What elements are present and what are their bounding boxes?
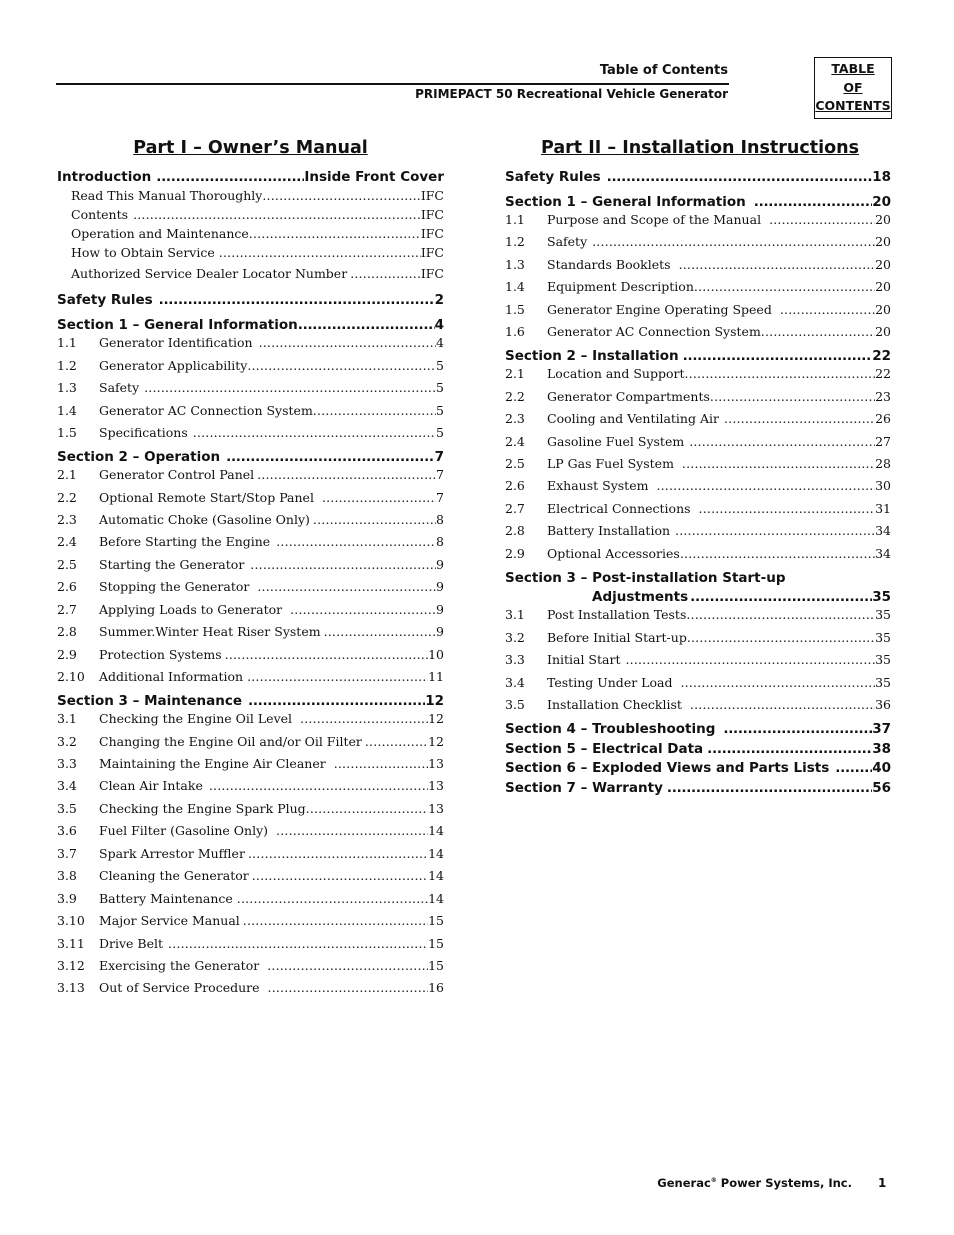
- entry-page: Inside Front Cover: [304, 169, 444, 185]
- toc-entry[interactable]: 1.2 Safety ..... 20: [505, 234, 891, 249]
- toc-section-heading[interactable]: Section 1 – General Information ..... 20: [505, 194, 891, 210]
- toc-entry[interactable]: How to Obtain Service ..... IFC: [71, 245, 444, 260]
- footer-company: Generac® Power Systems, Inc.: [657, 1176, 852, 1190]
- toc-entry[interactable]: 3.6 Fuel Filter (Gasoline Only) ..... 14: [57, 823, 444, 838]
- table-of-contents-tab: [814, 57, 892, 119]
- header-rule: [56, 83, 729, 85]
- toc-section-heading[interactable]: Section 5 – Electrical Data ..... 38: [505, 741, 891, 757]
- toc-entry[interactable]: 3.11 Drive Belt ..... 15: [57, 936, 444, 951]
- toc-entry[interactable]: 1.6 Generator AC Connection System ..... 20: [505, 324, 891, 339]
- toc-entry-safety-rules[interactable]: Safety Rules ..... 2: [57, 292, 444, 308]
- toc-entry[interactable]: 3.4 Testing Under Load ..... 35: [505, 675, 891, 690]
- toc-entry[interactable]: 2.8 Summer.Winter Heat Riser System ..... 9: [57, 624, 444, 639]
- toc-entry[interactable]: 2.10 Additional Information ..... 11: [57, 669, 444, 684]
- toc-section-heading-continued[interactable]: Adjustments ..... 35: [505, 589, 891, 605]
- toc-entry[interactable]: 2.8 Battery Installation ..... 34: [505, 523, 891, 538]
- toc-entry[interactable]: 3.10 Major Service Manual ..... 15: [57, 913, 444, 928]
- toc-entry[interactable]: Operation and Maintenance ..... IFC: [71, 226, 444, 241]
- toc-entry[interactable]: 3.9 Battery Maintenance ..... 14: [57, 891, 444, 906]
- toc-entry[interactable]: 3.13 Out of Service Procedure ..... 16: [57, 980, 444, 995]
- toc-entry[interactable]: 1.4 Equipment Description ..... 20: [505, 279, 891, 294]
- toc-entry[interactable]: 2.4 Before Starting the Engine ..... 8: [57, 534, 444, 549]
- toc-entry[interactable]: Authorized Service Dealer Locator Number ..... IFC: [71, 266, 444, 281]
- toc-entry[interactable]: 3.1 Post Installation Tests ..... 35: [505, 607, 891, 622]
- toc-entry[interactable]: 1.1 Generator Identification ..... 4: [57, 335, 444, 350]
- toc-entry-safety-rules[interactable]: Safety Rules ..... 18: [505, 169, 891, 185]
- toc-entry[interactable]: 3.2 Changing the Engine Oil and/or Oil Filter ..... 12: [57, 734, 444, 749]
- toc-entry[interactable]: 1.5 Generator Engine Operating Speed ..... 20: [505, 302, 891, 317]
- toc-entry[interactable]: 2.1 Location and Support ..... 22: [505, 366, 891, 381]
- toc-entry[interactable]: 1.4 Generator AC Connection System ..... 5: [57, 403, 444, 418]
- toc-entry-introduction[interactable]: [57, 169, 444, 185]
- page-number: 1: [878, 1176, 887, 1190]
- part1-title: Part I – Owner’s Manual: [133, 138, 368, 158]
- toc-entry[interactable]: 2.9 Protection Systems ..... 10: [57, 647, 444, 662]
- toc-entry[interactable]: 2.2 Generator Compartments ..... 23: [505, 389, 891, 404]
- toc-entry[interactable]: 2.1 Generator Control Panel ..... 7: [57, 467, 444, 482]
- toc-entry[interactable]: 3.8 Cleaning the Generator ..... 14: [57, 868, 444, 883]
- toc-entry[interactable]: 2.3 Automatic Choke (Gasoline Only) ..... 8: [57, 512, 444, 527]
- tab-line-1: TABLE: [831, 61, 875, 77]
- toc-entry[interactable]: 2.6 Stopping the Generator ..... 9: [57, 579, 444, 594]
- toc-section-heading[interactable]: Section 6 – Exploded Views and Parts Lists ..... 40: [505, 760, 891, 776]
- toc-entry[interactable]: 3.12 Exercising the Generator ..... 15: [57, 958, 444, 973]
- toc-entry[interactable]: 2.5 Starting the Generator ..... 9: [57, 557, 444, 572]
- toc-entry[interactable]: Contents ..... IFC: [71, 207, 444, 222]
- toc-entry[interactable]: 1.3 Safety ..... 5: [57, 380, 444, 395]
- toc-entry[interactable]: 2.5 LP Gas Fuel System ..... 28: [505, 456, 891, 471]
- toc-entry[interactable]: 3.7 Spark Arrestor Muffler ..... 14: [57, 846, 444, 861]
- registered-mark: ®: [710, 1177, 717, 1184]
- toc-entry[interactable]: Read This Manual Thoroughly ..... IFC: [71, 188, 444, 203]
- toc-entry[interactable]: 2.4 Gasoline Fuel System ..... 27: [505, 434, 891, 449]
- toc-entry[interactable]: 2.6 Exhaust System ..... 30: [505, 478, 891, 493]
- toc-section-heading[interactable]: Section 2 – Operation ..... 7: [57, 449, 444, 465]
- toc-entry[interactable]: 3.1 Checking the Engine Oil Level ..... 12: [57, 711, 444, 726]
- toc-entry[interactable]: 1.3 Standards Booklets ..... 20: [505, 257, 891, 272]
- toc-entry[interactable]: 1.2 Generator Applicability ..... 5: [57, 358, 444, 373]
- toc-entry[interactable]: 2.3 Cooling and Ventilating Air ..... 26: [505, 411, 891, 426]
- toc-entry[interactable]: 3.3 Maintaining the Engine Air Cleaner ..... 13: [57, 756, 444, 771]
- toc-entry[interactable]: 1.1 Purpose and Scope of the Manual ..... 20: [505, 212, 891, 227]
- toc-section-heading[interactable]: Section 1 – General Information ..... 4: [57, 317, 444, 333]
- toc-entry[interactable]: 3.5 Installation Checklist ..... 36: [505, 697, 891, 712]
- toc-entry[interactable]: 3.3 Initial Start ..... 35: [505, 652, 891, 667]
- toc-section-heading[interactable]: Section 4 – Troubleshooting ..... 37: [505, 721, 891, 737]
- header-title: Table of Contents: [599, 63, 728, 78]
- toc-entry[interactable]: 2.9 Optional Accessories ..... 34: [505, 546, 891, 561]
- toc-entry[interactable]: 2.2 Optional Remote Start/Stop Panel ..... 7: [57, 490, 444, 505]
- toc-section-heading[interactable]: Section 3 – Post-installation Start-up: [505, 570, 786, 586]
- toc-section-heading[interactable]: Section 7 – Warranty ..... 56: [505, 780, 891, 796]
- toc-section-heading[interactable]: Section 3 – Maintenance ..... 12: [57, 693, 444, 709]
- toc-entry[interactable]: 3.5 Checking the Engine Spark Plug ..... 13: [57, 801, 444, 816]
- tab-line-2: OF: [843, 79, 863, 95]
- toc-entry[interactable]: 3.2 Before Initial Start-up ..... 35: [505, 630, 891, 645]
- toc-section-heading[interactable]: Section 2 – Installation ..... 22: [505, 348, 891, 364]
- toc-entry[interactable]: 1.5 Specifications ..... 5: [57, 425, 444, 440]
- toc-entry[interactable]: 2.7 Applying Loads to Generator ..... 9: [57, 602, 444, 617]
- entry-label: Introduction: [57, 169, 152, 185]
- tab-line-3: CONTENTS: [815, 98, 891, 114]
- toc-entry[interactable]: 3.4 Clean Air Intake ..... 13: [57, 778, 444, 793]
- header-subtitle: PRIMEPACT 50 Recreational Vehicle Generator: [415, 87, 728, 101]
- toc-entry[interactable]: 2.7 Electrical Connections ..... 31: [505, 501, 891, 516]
- part2-title: Part II – Installation Instructions: [541, 138, 859, 158]
